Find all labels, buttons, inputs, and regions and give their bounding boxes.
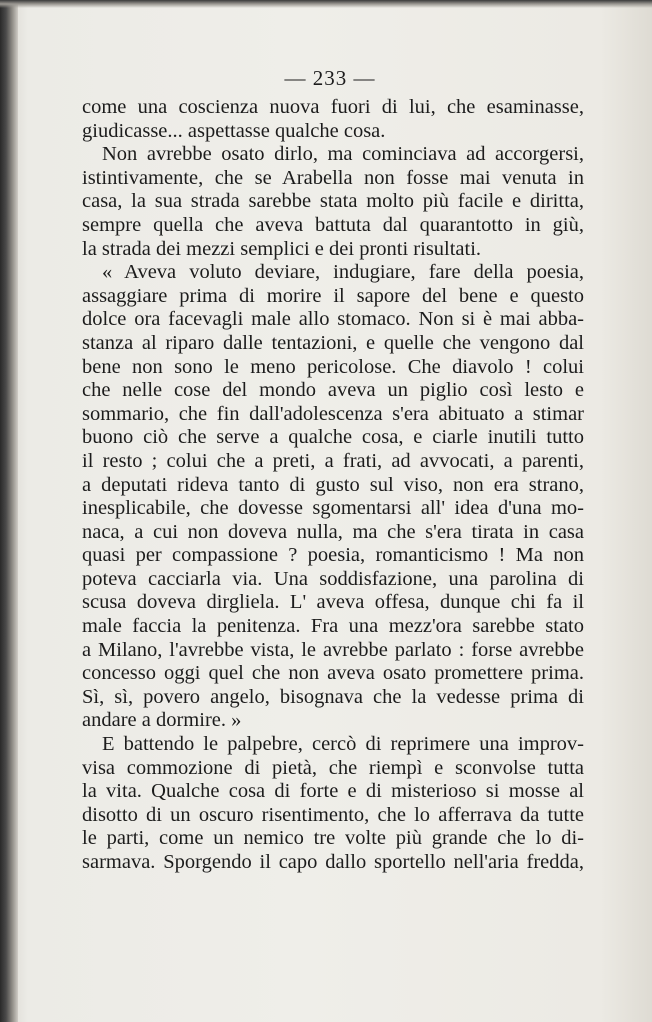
text-line: visa commozione di pietà, che riempì e sconvolse tutta xyxy=(82,756,584,779)
text-line: casa, la sua strada sarebbe stata molto più facile e diritta, xyxy=(82,190,584,213)
text-line: Non avrebbe osato dirlo, ma cominciava ad accorgersi, xyxy=(102,143,584,166)
text-line: buono ciò che serve a qualche cosa, e ciarle inutili tutto xyxy=(82,426,584,449)
body-text xyxy=(82,96,584,875)
text-line: stanza al riparo dalle tentazioni, e quelle che vengono dal xyxy=(82,331,584,354)
text-line: male faccia la penitenza. Fra una mezz'ora sarebbe stato xyxy=(82,615,584,638)
text-line: la strada dei mezzi semplici e dei pronti risultati. xyxy=(82,237,482,260)
text-line: dolce ora facevagli male allo stomaco. Non si è mai abba- xyxy=(82,308,584,331)
text-line: che nelle cose del mondo aveva un piglio così lesto e xyxy=(82,379,584,402)
text-line: la vita. Qualche cosa di forte e di misterioso si mosse al xyxy=(82,780,584,803)
page-top-edge xyxy=(0,0,652,8)
text-line: a deputati rideva tanto di gusto sul viso, non era strano, xyxy=(82,473,584,496)
text-line: quasi per compassione ? poesia, romanticismo ! Ma non xyxy=(82,544,584,567)
text-line: sempre quella che aveva battuta dal quarantotto in giù, xyxy=(82,213,584,236)
text-line: E battendo le palpebre, cercò di reprimere una improv- xyxy=(102,733,584,756)
text-line: Sì, sì, povero angelo, bisognava che la vedesse prima di xyxy=(82,685,584,708)
text-line: naca, a cui non doveva nulla, ma che s'era tirata in casa xyxy=(82,520,584,543)
text-line: inesplicabile, che dovesse sgomentarsi all' idea d'una mo- xyxy=(82,497,584,520)
text-line: scusa doveva dirgliela. L' aveva offesa, dunque chi fa il xyxy=(82,591,584,614)
text-line: concesso oggi quel che non aveva osato promettere prima. xyxy=(82,662,584,685)
text-line: il resto ; colui che a preti, a frati, ad avvocati, a parenti, xyxy=(82,449,584,472)
text-line: a Milano, l'avrebbe vista, le avrebbe parlato : forse avrebbe xyxy=(82,638,584,661)
text-line: assaggiare prima di morire il sapore del bene e questo xyxy=(82,284,584,307)
text-line: bene non sono le meno pericolose. Che diavolo ! colui xyxy=(82,355,584,378)
page-number: — 233 — xyxy=(284,66,376,90)
text-line: le parti, come un nemico tre volte più grande che lo di- xyxy=(82,827,584,850)
page-binding-shadow xyxy=(0,0,18,1022)
text-line: andare a dormire. » xyxy=(82,709,242,732)
text-line: come una coscienza nuova fuori di lui, che esaminasse, xyxy=(82,96,584,118)
text-line: giudicasse... aspettasse qualche cosa. xyxy=(82,119,386,142)
text-line: disotto di un oscuro risentimento, che lo afferrava da tutte xyxy=(82,803,584,826)
text-line: istintivamente, che se Arabella non fosse mai venuta in xyxy=(82,166,584,189)
text-line: sarmava. Sporgendo il capo dallo sportello nell'aria fredda, xyxy=(82,851,584,873)
text-line: poteva cacciarla via. Una soddisfazione, una parolina di xyxy=(82,567,584,590)
text-line: « Aveva voluto deviare, indugiare, fare della poesia, xyxy=(102,261,584,284)
text-line: sommario, che fin dall'adolescenza s'era abituato a stimar xyxy=(82,402,584,425)
